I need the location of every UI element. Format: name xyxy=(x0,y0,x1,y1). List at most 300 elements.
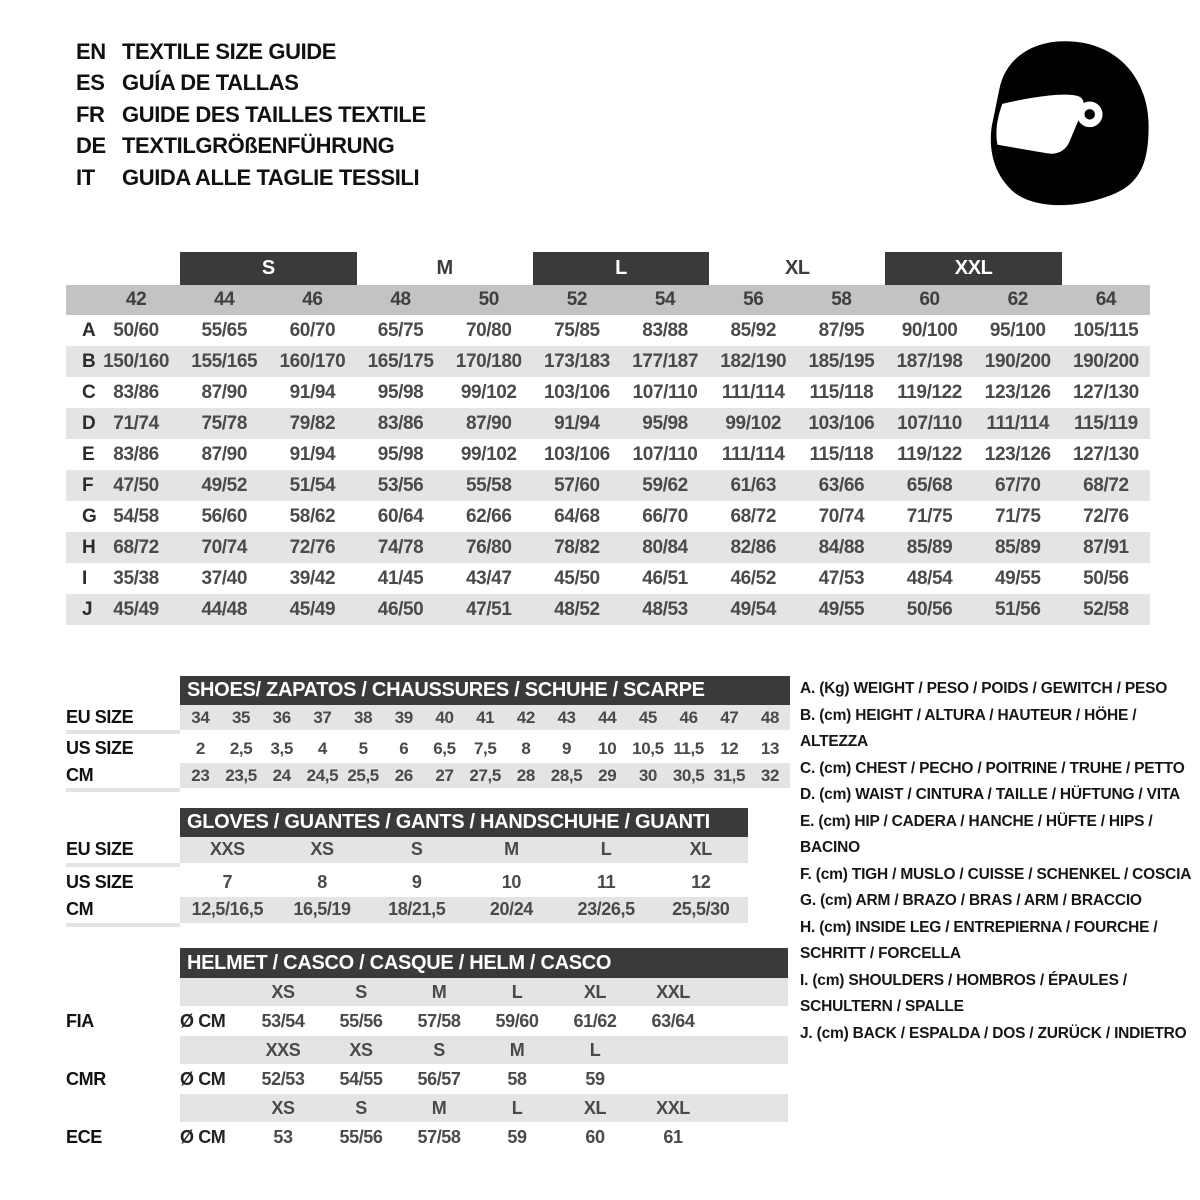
size-value: 5 xyxy=(358,738,368,758)
row-label: EU SIZE xyxy=(66,707,134,727)
unit-label: Ø CM xyxy=(180,1068,226,1089)
measure-value: 123/126 xyxy=(984,381,1051,403)
measure-value: 46/50 xyxy=(377,598,424,620)
filler-cell xyxy=(712,1122,788,1152)
size-number: 52 xyxy=(566,289,588,310)
measure-value: 68/72 xyxy=(730,505,777,527)
measure-value: 87/90 xyxy=(201,443,248,465)
unit-label: Ø CM xyxy=(180,1126,226,1147)
shoes-table-rows xyxy=(66,705,790,792)
size-value: 7 xyxy=(222,871,233,892)
size-value: 12 xyxy=(691,871,711,892)
size-number: 46 xyxy=(302,289,323,310)
size-value: 30,5 xyxy=(668,763,709,788)
measure-value: 76/80 xyxy=(465,536,512,558)
helmet-size-value: 53 xyxy=(273,1126,293,1147)
filler-cell xyxy=(66,788,180,792)
size-number: 44 xyxy=(214,289,235,310)
helmet-size-label: S xyxy=(322,978,400,1006)
table-row-cm xyxy=(66,763,790,792)
measure-value: 55/58 xyxy=(465,474,512,496)
language-row xyxy=(76,68,426,100)
gloves-table-rows xyxy=(66,837,748,927)
size-group-s: S xyxy=(180,252,356,285)
size-value: 30 xyxy=(628,763,669,788)
language-code: EN xyxy=(76,38,106,64)
language-row xyxy=(76,99,426,131)
helmet-size-label: XXL xyxy=(634,1094,712,1122)
helmet-table xyxy=(66,948,788,1152)
table-row-h xyxy=(66,532,1150,563)
size-value: 12,5/16,5 xyxy=(180,897,275,923)
measure-value: 111/114 xyxy=(986,412,1050,434)
size-value: 23/26,5 xyxy=(559,897,654,923)
unit-spacer xyxy=(180,1094,244,1122)
measure-value: 170/180 xyxy=(455,350,522,372)
measure-value: 48/52 xyxy=(554,598,600,620)
row-letter: A xyxy=(82,319,96,341)
table-row-d xyxy=(66,408,1150,439)
language-title: GUÍA DE TALLAS xyxy=(122,70,299,96)
helmet-value-row-fia xyxy=(66,1006,788,1036)
measure-value: 64/68 xyxy=(554,505,600,527)
table-row-i xyxy=(66,563,1150,594)
row-label: US SIZE xyxy=(66,738,134,758)
helmet-size-value: 59 xyxy=(507,1126,527,1147)
measure-value: 48/54 xyxy=(906,567,953,589)
measure-value: 56/60 xyxy=(201,505,248,527)
size-value: 28,5 xyxy=(546,763,587,788)
measure-value: 47/53 xyxy=(818,567,865,589)
size-value: 8 xyxy=(317,871,327,892)
measure-value: 103/106 xyxy=(543,443,610,465)
language-row xyxy=(76,36,426,68)
measure-value: 75/78 xyxy=(201,412,248,434)
size-value: 48 xyxy=(750,705,791,730)
table-row-cm xyxy=(66,897,748,927)
measure-value: 115/118 xyxy=(809,381,874,403)
language-code: DE xyxy=(76,133,106,159)
gloves-table-title: GLOVES / GUANTES / GANTS / HANDSCHUHE / GUANTI xyxy=(180,808,748,837)
measure-value: 52/58 xyxy=(1083,598,1129,620)
table-row-f xyxy=(66,470,1150,501)
measure-value: 39/42 xyxy=(289,567,336,589)
helmet-size-label: XL xyxy=(556,1094,634,1122)
size-value: 16,5/19 xyxy=(275,897,370,923)
measure-value: 150/160 xyxy=(103,350,170,372)
measure-value: 119/122 xyxy=(897,443,962,465)
measure-value: 49/55 xyxy=(818,598,865,620)
size-value: 27,5 xyxy=(465,763,506,788)
measurement-legend xyxy=(800,676,1196,1047)
size-group-m: M xyxy=(436,257,453,279)
row-label xyxy=(66,1036,180,1064)
measure-value: 49/52 xyxy=(201,474,248,496)
measure-value: 49/54 xyxy=(730,598,777,620)
measure-value: 95/98 xyxy=(642,412,688,434)
row-label: EU SIZE xyxy=(66,839,134,860)
measure-value: 45/50 xyxy=(554,567,600,589)
measure-value: 46/51 xyxy=(642,567,688,589)
measure-value: 83/88 xyxy=(642,319,688,341)
table-row-us-size xyxy=(66,734,790,763)
measure-value: 45/49 xyxy=(113,598,159,620)
shoes-table-title: SHOES/ ZAPATOS / CHAUSSURES / SCHUHE / SCARPE xyxy=(180,676,790,705)
measure-value: 83/86 xyxy=(113,381,159,403)
textile-size-number-row xyxy=(66,285,1150,315)
measure-value: 107/110 xyxy=(632,381,698,403)
size-value: 46 xyxy=(668,705,709,730)
row-letter: J xyxy=(82,598,93,620)
size-number: 60 xyxy=(919,289,940,310)
size-value: 35 xyxy=(221,705,262,730)
size-value: 32 xyxy=(750,763,791,788)
measure-value: 87/90 xyxy=(201,381,248,403)
helmet-size-label: XS xyxy=(244,1094,322,1122)
measure-value: 190/200 xyxy=(1072,350,1139,372)
measure-value: 85/89 xyxy=(906,536,953,558)
measure-value: 103/106 xyxy=(808,412,875,434)
helmet-size-label xyxy=(634,1036,712,1064)
helmet-size-value: 57/58 xyxy=(417,1126,461,1147)
size-value: 10,5 xyxy=(632,738,664,758)
table-row-e xyxy=(66,439,1150,470)
measure-value: 187/198 xyxy=(896,350,963,372)
row-letter: H xyxy=(82,536,96,558)
measure-value: 165/175 xyxy=(367,350,434,372)
measure-value: 70/74 xyxy=(818,505,865,527)
language-list xyxy=(76,36,426,194)
legend-item-h: H. (cm) INSIDE LEG / ENTREPIERNA / FOURCHE / SCHRITT / FORCELLA xyxy=(800,918,1158,962)
measure-value: 68/72 xyxy=(113,536,159,558)
measure-value: 71/74 xyxy=(113,412,159,434)
measure-value: 58/62 xyxy=(289,505,336,527)
helmet-size-value: 59/60 xyxy=(495,1010,539,1031)
table-row-a xyxy=(66,315,1150,346)
filler-cell xyxy=(712,1094,788,1122)
table-row-g xyxy=(66,501,1150,532)
size-value: 43 xyxy=(546,705,587,730)
measure-value: 49/55 xyxy=(994,567,1041,589)
size-value: 27 xyxy=(424,763,465,788)
size-number: 50 xyxy=(478,289,499,310)
legend-item-i: I. (cm) SHOULDERS / HOMBROS / ÉPAULES / SCHULTERN / SPALLE xyxy=(800,971,1127,1015)
helmet-size-value: 55/56 xyxy=(339,1010,383,1031)
measure-value: 71/75 xyxy=(994,505,1041,527)
measure-value: 127/130 xyxy=(1072,381,1139,403)
language-title: TEXTILE SIZE GUIDE xyxy=(122,38,337,64)
row-letter: G xyxy=(82,505,97,527)
corner-cell xyxy=(66,285,92,315)
helmet-size-label: S xyxy=(322,1094,400,1122)
measure-value: 95/100 xyxy=(989,319,1046,341)
size-number: 56 xyxy=(743,289,764,310)
language-row xyxy=(76,162,426,194)
helmet-size-label: L xyxy=(478,978,556,1006)
measure-value: 91/94 xyxy=(289,443,336,465)
row-letter: D xyxy=(82,412,96,434)
size-value: 31,5 xyxy=(709,763,750,788)
filler-cell xyxy=(66,923,180,928)
size-value: 23,5 xyxy=(221,763,262,788)
textile-size-table xyxy=(66,252,1150,625)
measure-value: 155/165 xyxy=(191,350,258,372)
measure-value: 85/89 xyxy=(994,536,1041,558)
measure-value: 48/53 xyxy=(642,598,688,620)
measure-value: 71/75 xyxy=(906,505,953,527)
legend-item-b: B. (cm) HEIGHT / ALTURA / HAUTEUR / HÖHE / ALTEZZA xyxy=(800,706,1137,750)
language-title: GUIDA ALLE TAGLIE TESSILI xyxy=(122,164,420,190)
measure-value: 84/88 xyxy=(818,536,865,558)
measure-value: 65/68 xyxy=(906,474,953,496)
size-value: 20/24 xyxy=(464,897,559,923)
filler-cell xyxy=(712,1064,788,1094)
size-value: 13 xyxy=(760,738,780,758)
helmet-value-row-cmr xyxy=(66,1064,788,1094)
legend-item-c: C. (cm) CHEST / PECHO / POITRINE / TRUHE / PETTO xyxy=(800,759,1185,777)
helmet-size-value: 57/58 xyxy=(417,1010,461,1031)
measure-value: 74/78 xyxy=(377,536,424,558)
size-group-xl: XL xyxy=(784,257,810,279)
measure-value: 78/82 xyxy=(554,536,600,558)
measure-value: 105/115 xyxy=(1073,319,1139,341)
size-value: 37 xyxy=(302,705,343,730)
size-value: 18/21,5 xyxy=(369,897,464,923)
helmet-size-value: 58 xyxy=(507,1068,527,1089)
measure-value: 123/126 xyxy=(984,443,1051,465)
measure-value: 111/114 xyxy=(721,443,785,465)
size-value: 47 xyxy=(709,705,750,730)
measure-value: 72/76 xyxy=(1083,505,1129,527)
row-letter: B xyxy=(82,350,96,372)
measure-value: 107/110 xyxy=(897,412,962,434)
size-value: 36 xyxy=(261,705,302,730)
measure-value: 87/90 xyxy=(465,412,512,434)
measure-value: 43/47 xyxy=(465,567,512,589)
measure-value: 53/56 xyxy=(377,474,424,496)
helmet-size-label: XS xyxy=(244,978,322,1006)
measure-value: 173/183 xyxy=(543,350,610,372)
size-value: 40 xyxy=(424,705,465,730)
legend-item-f: F. (cm) TIGH / MUSLO / CUISSE / SCHENKEL / COSCIA xyxy=(800,865,1192,883)
table-row-eu-size xyxy=(66,705,790,734)
helmet-size-value: 56/57 xyxy=(417,1068,461,1089)
helmet-size-label: M xyxy=(478,1036,556,1064)
measure-value: 70/74 xyxy=(201,536,248,558)
measure-value: 50/60 xyxy=(113,319,159,341)
size-value: 34 xyxy=(180,705,221,730)
helmet-size-label: XXS xyxy=(244,1036,322,1064)
language-code: ES xyxy=(76,70,105,96)
table-row-c xyxy=(66,377,1150,408)
table-row-b xyxy=(66,346,1150,377)
size-number: 42 xyxy=(125,289,147,310)
helmet-size-label: XL xyxy=(556,978,634,1006)
legend-item-a: A. (Kg) WEIGHT / PESO / POIDS / GEWITCH / PESO xyxy=(800,680,1168,697)
measure-value: 59/62 xyxy=(642,474,688,496)
measure-value: 119/122 xyxy=(897,381,962,403)
measure-value: 66/70 xyxy=(642,505,688,527)
measure-value: 82/86 xyxy=(730,536,777,558)
helmet-size-value: 52/53 xyxy=(261,1068,305,1089)
size-value: M xyxy=(464,837,559,863)
measure-value: 55/65 xyxy=(201,319,248,341)
measure-value: 47/51 xyxy=(465,598,512,620)
standard-label: ECE xyxy=(66,1126,102,1147)
measure-value: 61/63 xyxy=(730,474,777,496)
size-value: 10 xyxy=(598,738,617,758)
measure-value: 35/38 xyxy=(113,567,159,589)
helmet-table-title: HELMET / CASCO / CASQUE / HELM / CASCO xyxy=(180,948,788,978)
size-value: 44 xyxy=(587,705,628,730)
helmet-size-label: XS xyxy=(322,1036,400,1064)
measure-value: 83/86 xyxy=(113,443,159,465)
measure-value: 67/70 xyxy=(994,474,1041,496)
row-label xyxy=(66,1094,180,1122)
helmet-size-value: 59 xyxy=(585,1068,605,1089)
measure-value: 177/187 xyxy=(632,350,699,372)
measure-value: 68/72 xyxy=(1083,474,1129,496)
helmet-table-rows xyxy=(66,978,788,1152)
textile-size-group-header xyxy=(66,252,1150,285)
helmet-size-value: 61/62 xyxy=(573,1010,617,1031)
measure-value: 182/190 xyxy=(720,350,787,372)
size-value: XXS xyxy=(180,837,275,863)
measure-value: 99/102 xyxy=(460,443,517,465)
measure-value: 46/52 xyxy=(730,567,777,589)
measure-value: 107/110 xyxy=(632,443,698,465)
measure-value: 47/50 xyxy=(113,474,159,496)
standard-label: FIA xyxy=(66,1010,94,1031)
measure-value: 87/95 xyxy=(818,319,865,341)
size-number: 54 xyxy=(654,289,676,310)
measure-value: 87/91 xyxy=(1083,536,1129,558)
size-value: 38 xyxy=(343,705,384,730)
table-row-us-size xyxy=(66,867,748,897)
measure-value: 91/94 xyxy=(289,381,336,403)
measure-value: 54/58 xyxy=(113,505,159,527)
size-value: 6,5 xyxy=(433,738,456,758)
helmet-value-row-ece xyxy=(66,1122,788,1152)
table-row-eu-size xyxy=(66,837,748,867)
measure-value: 115/119 xyxy=(1074,412,1138,434)
helmet-size-label: XXL xyxy=(634,978,712,1006)
legend-item-g: G. (cm) ARM / BRAZO / BRAS / ARM / BRACCIO xyxy=(800,892,1142,909)
filler-cell xyxy=(712,978,788,1006)
size-value: 2 xyxy=(195,738,205,758)
measure-value: 95/98 xyxy=(377,443,424,465)
measure-value: 80/84 xyxy=(642,536,688,558)
measure-value: 91/94 xyxy=(554,412,600,434)
unit-spacer xyxy=(180,1036,244,1064)
helmet-size-row-cmr xyxy=(66,1036,788,1064)
helmet-size-value: 63/64 xyxy=(651,1010,695,1031)
measure-value: 103/106 xyxy=(543,381,610,403)
size-value: 10 xyxy=(501,871,522,892)
measure-value: 72/76 xyxy=(289,536,336,558)
measure-value: 63/66 xyxy=(818,474,865,496)
measure-value: 37/40 xyxy=(201,567,248,589)
helmet-size-value: 60 xyxy=(585,1126,605,1147)
measure-value: 70/80 xyxy=(465,319,512,341)
size-value: 28 xyxy=(506,763,547,788)
size-value: 29 xyxy=(587,763,628,788)
size-value: 25,5 xyxy=(343,763,384,788)
language-code: IT xyxy=(76,164,95,190)
measure-value: 185/195 xyxy=(808,350,875,372)
size-value: 7,5 xyxy=(473,738,497,758)
row-letter: F xyxy=(82,474,94,496)
measure-value: 79/82 xyxy=(289,412,336,434)
measure-value: 90/100 xyxy=(901,319,958,341)
measure-value: 60/70 xyxy=(289,319,336,341)
helmet-size-label: S xyxy=(400,1036,478,1064)
helmet-size-label: M xyxy=(400,978,478,1006)
filler-cell xyxy=(712,1006,788,1036)
size-value: 24 xyxy=(261,763,302,788)
row-label xyxy=(66,978,180,1006)
language-title: TEXTILGRÖßENFÜHRUNG xyxy=(122,133,395,159)
measure-value: 75/85 xyxy=(554,319,600,341)
row-label: CM xyxy=(66,899,94,920)
size-value: S xyxy=(369,837,464,863)
racing-helmet-icon xyxy=(965,26,1165,216)
measure-value: 190/200 xyxy=(984,350,1051,372)
size-group-l: L xyxy=(533,252,709,285)
shoes-table xyxy=(66,676,790,792)
gloves-table xyxy=(66,808,748,927)
size-value: 42 xyxy=(506,705,547,730)
measure-value: 51/56 xyxy=(994,598,1041,620)
size-value: 23 xyxy=(180,763,221,788)
language-title: GUIDE DES TAILLES TEXTILE xyxy=(122,101,426,127)
helmet-size-row-fia xyxy=(66,978,788,1006)
size-value: 9 xyxy=(411,871,422,892)
size-value: 12 xyxy=(720,738,739,758)
unit-label: Ø CM xyxy=(180,1010,226,1031)
legend-item-j: J. (cm) BACK / ESPALDA / DOS / ZURÜCK / INDIETRO xyxy=(800,1024,1187,1042)
size-number: 64 xyxy=(1095,289,1117,310)
measure-value: 85/92 xyxy=(730,319,777,341)
size-value: 6 xyxy=(399,738,409,758)
size-value: 9 xyxy=(562,738,572,758)
language-row xyxy=(76,131,426,163)
size-group-xxl: XXL xyxy=(885,252,1061,285)
size-value: 8 xyxy=(521,738,531,758)
row-letter: C xyxy=(82,381,96,403)
table-row-j xyxy=(66,594,1150,625)
helmet-size-value: 53/54 xyxy=(261,1010,305,1031)
size-value: 11,5 xyxy=(673,738,704,758)
measure-value: 51/54 xyxy=(289,474,336,496)
standard-label: CMR xyxy=(66,1068,106,1089)
size-value: 4 xyxy=(317,738,327,758)
row-label: US SIZE xyxy=(66,871,134,892)
legend-item-d: D. (cm) WAIST / CINTURA / TAILLE / HÜFTUNG / VITA xyxy=(800,786,1180,803)
measure-value: 62/66 xyxy=(465,505,512,527)
row-letter: E xyxy=(82,443,95,465)
size-number: 48 xyxy=(390,289,411,310)
measure-value: 160/170 xyxy=(279,350,346,372)
language-code: FR xyxy=(76,101,105,127)
measure-value: 45/49 xyxy=(289,598,336,620)
filler-cell xyxy=(712,1036,788,1064)
legend-item-e: E. (cm) HIP / CADERA / HANCHE / HÜFTE / HIPS / BACINO xyxy=(800,812,1153,856)
size-value: 45 xyxy=(628,705,669,730)
helmet-size-value: 61 xyxy=(663,1126,683,1147)
measure-value: 115/118 xyxy=(809,443,874,465)
measure-value: 111/114 xyxy=(721,381,785,403)
